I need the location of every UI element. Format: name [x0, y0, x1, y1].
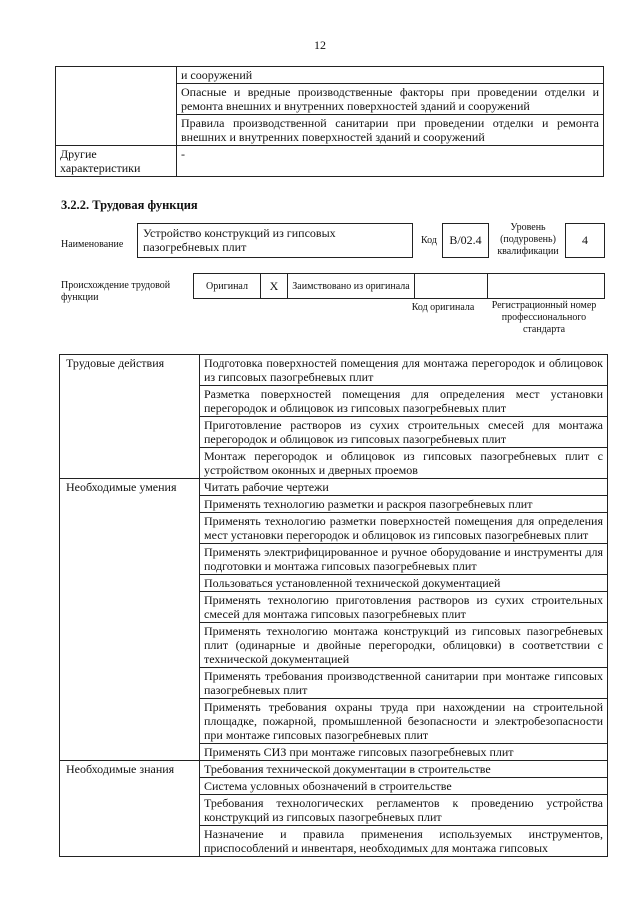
row-label-empty — [56, 67, 177, 146]
origin-table — [193, 273, 605, 299]
table-cell: Разметка поверхностей помещения для определения мест установки перегородок и облицовок из гипсовых пазогребневых плит — [200, 386, 608, 417]
function-name-field: Устройство конструкций из гипсовых пазогребневых плит — [137, 223, 413, 258]
table-cell: Применять технологию приготовления растворов из сухих строительных смесей для монтажа гипсовых пазогребневых плит — [200, 592, 608, 623]
table-cell: Применять требования охраны труда при нахождении на строительной площадке, пожарной, промышленной безопасности и электробезопасности при монтаже гипсовых пазогребневых плит — [200, 699, 608, 744]
table-cell: Применять СИЗ при монтаже гипсовых пазогребневых плит — [200, 744, 608, 761]
table-cell: - — [177, 146, 604, 177]
table-cell: Применять технологию разметки и раскроя пазогребневых плит — [200, 496, 608, 513]
code-field: B/02.4 — [442, 223, 489, 258]
level-label: Уровень (подуровень) квалификации — [497, 222, 559, 257]
section-heading: 3.2.2. Трудовая функция — [61, 198, 198, 212]
table-cell: Читать рабочие чертежи — [200, 479, 608, 496]
table-cell: Подготовка поверхностей помещения для монтажа перегородок и облицовок из гипсовых пазогребневых плит — [200, 355, 608, 386]
table-cell: Правила производственной санитарии при проведении отделки и ремонта внешних и внутренних поверхностей зданий и сооружений — [177, 115, 604, 146]
name-label: Наименование — [61, 239, 124, 250]
table-cell: Требования технической документации в строительстве — [200, 761, 608, 778]
table-cell: Пользоваться установленной технической документацией — [200, 575, 608, 592]
code-label: Код — [421, 235, 437, 246]
reg-number-caption: Регистрационный номер профессионального стандарта — [491, 300, 597, 335]
table-cell: Назначение и правила применения используемых инструментов, приспособлений и инвентаря, необходимых для монтажа гипсовых — [200, 826, 608, 857]
original-label: Оригинал — [194, 274, 261, 299]
group-label-skills: Необходимые умения — [60, 479, 200, 761]
borrowed-label: Заимствовано из оригинала — [288, 274, 415, 299]
table-cell: Опасные и вредные производственные факторы при проведении отделки и ремонта внешних и внутренних поверхностей зданий и сооружений — [177, 84, 604, 115]
group-label-knowledge: Необходимые знания — [60, 761, 200, 857]
group-label-actions: Трудовые действия — [60, 355, 200, 479]
origin-label: Происхождение трудовой функции — [61, 280, 171, 303]
table-cell: Применять технологию разметки поверхностей помещения для определения мест установки перегородок и облицовок из гипсовых пазогребневых плит — [200, 513, 608, 544]
table-cell: Применять технологию монтажа конструкций из гипсовых пазогребневых плит (одинарные и двойные перегородки, облицовки) в соответствии с технической документацией — [200, 623, 608, 668]
requirements-table — [59, 354, 608, 857]
original-code-cell — [415, 274, 488, 299]
level-field: 4 — [565, 223, 605, 258]
table-cell: Применять электрифицированное и ручное оборудование и инструменты для подготовки и монтажа гипсовых пазогребневых плит — [200, 544, 608, 575]
row-label-other: Другие характеристики — [56, 146, 177, 177]
page-number: 12 — [314, 38, 326, 52]
table-cell: Приготовление растворов из сухих строительных смесей для монтажа перегородок и облицовок из гипсовых пазогребневых плит — [200, 417, 608, 448]
table-cell: Монтаж перегородок и облицовок из гипсовых пазогребневых плит с устройством оконных и дверных проемов — [200, 448, 608, 479]
original-mark: X — [261, 274, 288, 299]
table-cell: Требования технологических регламентов к проведению устройства конструкций из гипсовых пазогребневых плит — [200, 795, 608, 826]
table-cell: Применять требования производственной санитарии при монтаже гипсовых пазогребневых плит — [200, 668, 608, 699]
reg-number-cell — [488, 274, 605, 299]
table-cell: Система условных обозначений в строительстве — [200, 778, 608, 795]
orig-code-caption: Код оригинала — [411, 302, 475, 313]
table-cell: и сооружений — [177, 67, 604, 84]
top-continuation-table — [55, 66, 604, 177]
